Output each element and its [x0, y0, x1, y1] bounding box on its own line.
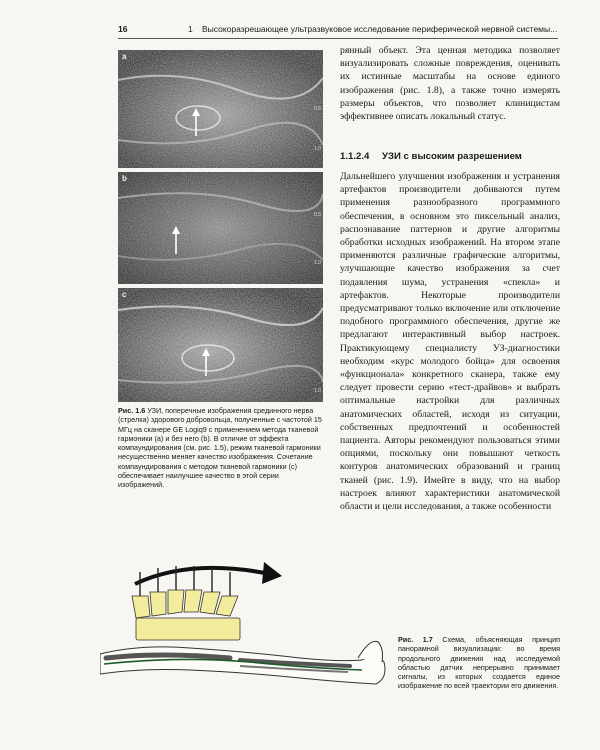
panel-label-b: b: [122, 174, 127, 183]
svg-text:0.5: 0.5: [314, 106, 321, 112]
figure-1-7-label: Рис. 1.7: [398, 635, 433, 644]
svg-text:1.0: 1.0: [314, 260, 321, 266]
svg-text:0.5: 0.5: [314, 212, 321, 218]
paragraph-1: рянный объект. Эта ценная методика позволяет визуализировать сложные повреждения, оценивать их истинные масштабы на основе единого изображения (рис. 1.8), а также точно измерять размеры объектов, что позволяет клиницистам эффективнее описать локальный статус.: [340, 45, 560, 123]
figure-1-7-schematic: [100, 552, 390, 702]
running-header: [118, 24, 558, 38]
figure-1-6-text: УЗИ, поперечные изображения срединного нерва (стрелка) здорового добровольца, полученные с частотой 15 МГц на сканере GE Logiq9 с применением метода тканевой гармоники (a) и без него (b). В отличие от эффекта компаундирования (см. рис. 1.5), режим тканевой гармоники несущественно меняет качество изображения. Сочетание компаундирования с методом тканевой гармоники (c) обеспечивает наилучшее качество в этой серии изображений.: [118, 406, 322, 490]
chapter-number: 1: [188, 24, 193, 34]
section-number: 1.1.2.4: [340, 151, 370, 162]
ultrasound-panel-c: [118, 288, 323, 402]
body-column-main: [340, 170, 560, 513]
section-heading: [340, 151, 560, 162]
paragraph-2: Дальнейшего улучшения изображения и устранения артефактов производители добиваются путем применения разнообразного программного обеспечения, в основном это пиксельный анализ, распознавание паттернов и другие алгоритмы обработки исходных изображений. На втором этапе применяются различные графические алгоритмы, улучшающие качество изображения за счет подавления шума, устранения «спекла» и артефактов. Некоторые производители предусматривают только включение или отключение подобного программного обеспечения, другие же предлагают интерактивный выбор настроек. Практикующему специалисту УЗ-диагностики необходим «курс молодого бойца» для освоения «функционала» конкретного сканера, также ему следует провести серию «тест-драйвов» и выбрать оптимальные настройки для различных анатомических областей, исходя из ситуации, собственных предпочтений и особенностей пациента. Авторы рекомендуют пользоваться этими опциями, поскольку они повышают четкость контуров анатомических образований и границ тканей (рис. 1.9). Имейте в виду, что на выбор настроек влияют характеристики анатомической области и цели исследования, а также особенности: [340, 171, 560, 513]
section-title: УЗИ с высоким разрешением: [382, 151, 522, 162]
ultrasound-panel-b: [118, 172, 323, 284]
figure-1-6-caption: [118, 406, 323, 490]
panel-label-a: a: [122, 52, 127, 61]
figure-1-7-caption: [398, 635, 560, 691]
ultrasound-panel-a: [118, 50, 323, 168]
running-title: Высокоразрешающее ультразвуковое исследование периферической нервной системы...: [202, 24, 558, 34]
body-column-top: [340, 44, 560, 123]
figure-1-7-text: Схема, объясняющая принцип панорамной визуализации: во время продольного движения над исследуемой областью датчик непрерывно принимает сигналы, из которых создается единое изображение по всей траектории его движения.: [398, 635, 561, 691]
page-number: 16: [118, 24, 128, 34]
svg-text:1.0: 1.0: [314, 146, 321, 152]
panel-label-c: c: [122, 290, 127, 299]
svg-text:1.0: 1.0: [314, 388, 321, 394]
header-rule: [118, 38, 558, 39]
figure-1-6-label: Рис. 1.6: [118, 406, 146, 415]
